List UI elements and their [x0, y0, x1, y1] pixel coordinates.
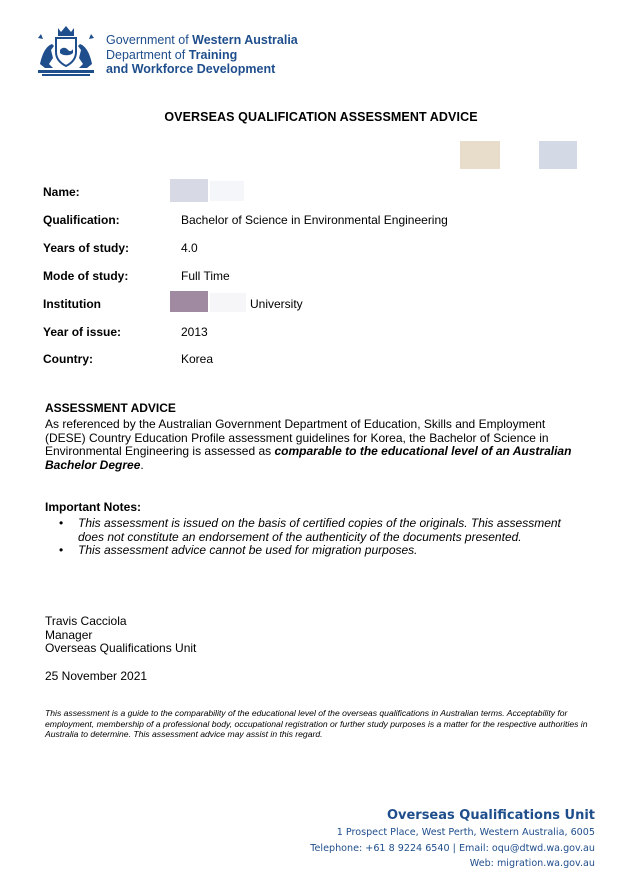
assessment-outcome: comparable to the educational level of an Australian Bachelor Degree — [45, 444, 572, 472]
institution-label: Institution — [43, 297, 101, 311]
document-title: OVERSEAS QUALIFICATION ASSESSMENT ADVICE — [164, 110, 478, 124]
issue-date: 25 November 2021 — [45, 669, 148, 683]
redacted-institution — [170, 291, 208, 312]
redacted-institution-2 — [210, 293, 246, 312]
photo-placeholder-grey — [539, 141, 577, 169]
footer-address: 1 Prospect Place, West Perth, Western Australia, 6005 — [336, 827, 595, 838]
important-notes-heading: Important Notes: — [45, 500, 141, 514]
note-item: • This assessment is issued on the basis of certified copies of the originals. This assessment does not constitute an endorsement of the authenticity of the documents presented. — [59, 516, 561, 544]
footer-website[interactable]: Web: migration.wa.gov.au — [469, 858, 595, 869]
redacted-name-2 — [210, 181, 244, 201]
assessment-advice-text: As referenced by the Australian Government Department of Education, Skills and Employment (DESE) Country Education Profile assessment guidelines for Korea, the Bachelor of Science in Environmental Engineering is assessed as comparable to the educational level of an Australian Bachelor Degree. — [45, 417, 572, 472]
signatory-name: Travis Cacciola — [45, 614, 127, 628]
years-of-study-value: 4.0 — [181, 241, 198, 255]
important-notes-list — [45, 517, 585, 558]
year-of-issue-value: 2013 — [181, 325, 208, 339]
years-of-study-label: Years of study: — [43, 241, 130, 255]
signature-block — [45, 615, 196, 656]
footer-unit-name: Overseas Qualifications Unit — [386, 808, 595, 823]
organisation-name: Government of Western Australia Department of Training and Workforce Development — [106, 33, 298, 76]
footer-phone-email[interactable]: Telephone: +61 8 9224 6540 | Email: oqu@dtwd.wa.gov.au — [310, 842, 595, 854]
redacted-name — [170, 179, 208, 202]
country-value: Korea — [181, 352, 214, 366]
name-label: Name: — [43, 185, 80, 199]
mode-of-study-value: Full Time — [181, 269, 230, 283]
disclaimer-text: This assessment is a guide to the comparability of the educational level of the overseas qualifications in Australian terms. Acceptability for employment, membership of a professional body, occupational registration or further study purposes is a matter for the respective authorities in Australia to determine. This assessment advice may assist in this regard. — [45, 708, 588, 739]
photo-placeholder-beige — [460, 141, 500, 169]
institution-value: University — [250, 297, 303, 311]
wa-crest-icon — [34, 24, 98, 78]
mode-of-study-label: Mode of study: — [43, 269, 129, 283]
footer-contact — [310, 806, 595, 872]
country-label: Country: — [43, 352, 93, 366]
qualification-value: Bachelor of Science in Environmental Engineering — [181, 213, 448, 227]
assessment-advice-heading: ASSESSMENT ADVICE — [45, 401, 176, 415]
header-logo — [34, 24, 324, 80]
year-of-issue-label: Year of issue: — [43, 325, 122, 339]
note-item: • This assessment advice cannot be used for migration purposes. — [59, 543, 418, 557]
signatory-role: Manager — [45, 627, 93, 642]
signatory-unit: Overseas Qualifications Unit — [45, 641, 197, 655]
qualification-label: Qualification: — [43, 213, 120, 227]
